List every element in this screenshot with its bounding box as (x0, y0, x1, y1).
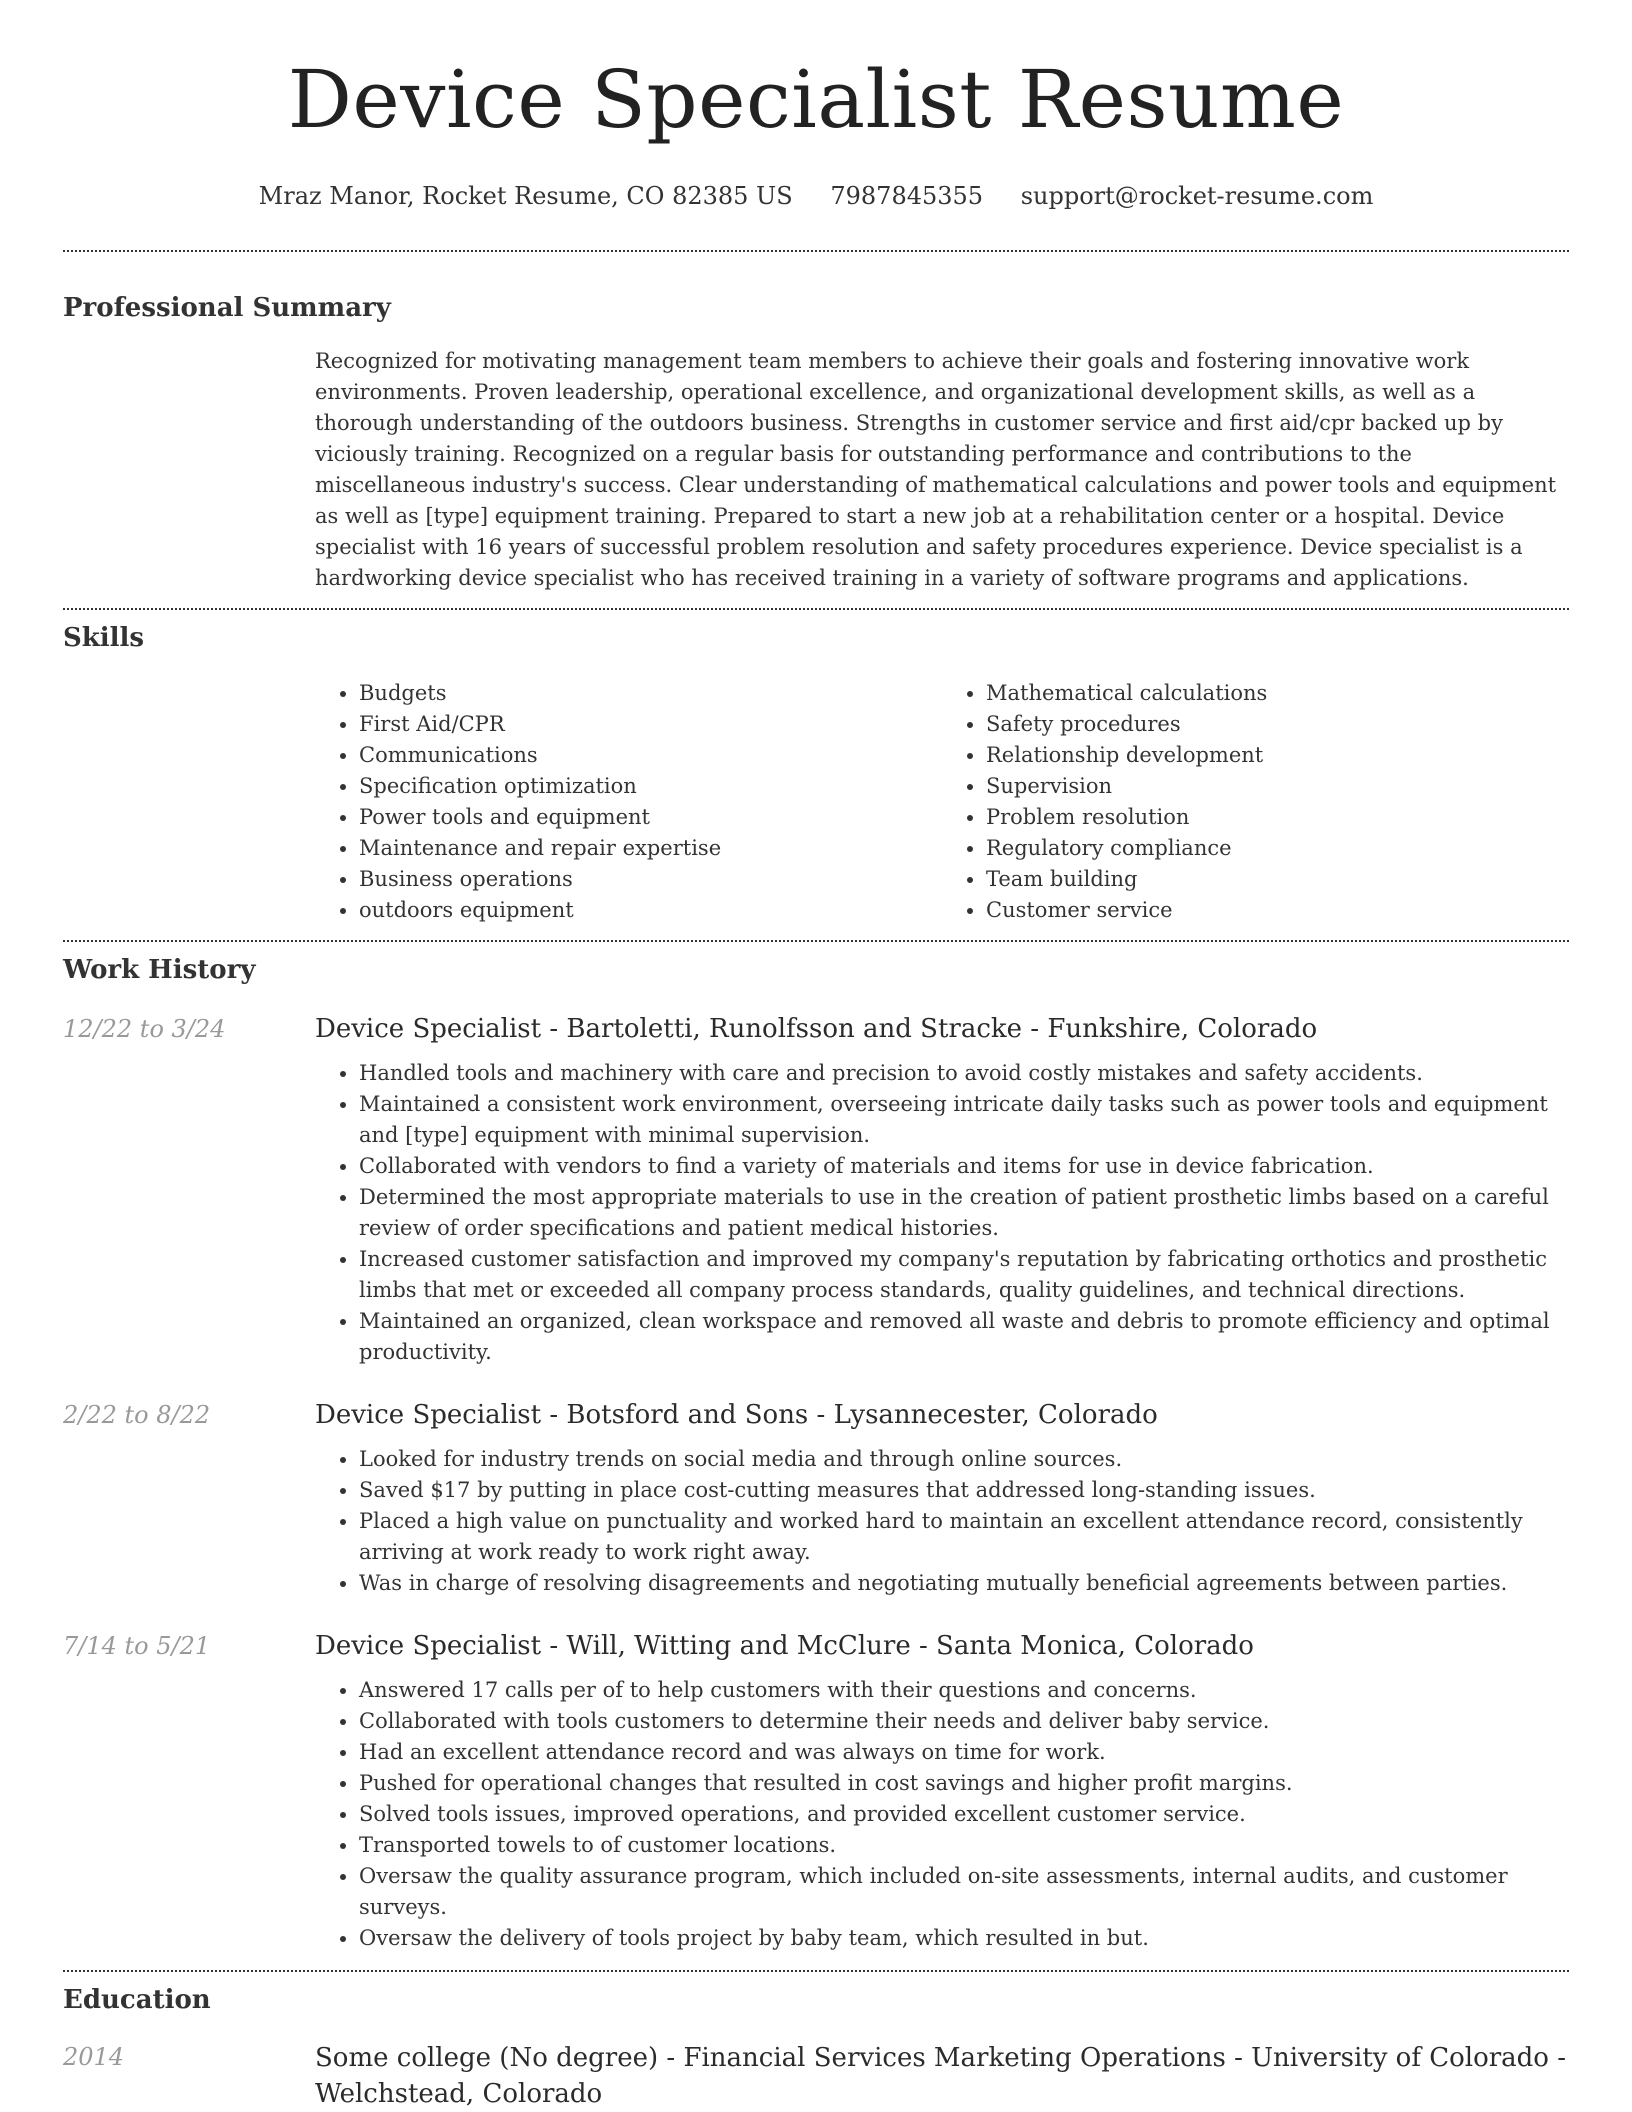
skill-item: • Team building (986, 864, 1569, 895)
job-bullet: • Pushed for operational changes that resulted in cost savings and higher profit margins. (359, 1768, 1569, 1799)
job-date: 7/14 to 5/21 (63, 1632, 211, 1660)
work-history-section (63, 954, 1569, 1954)
section-divider (63, 250, 1569, 252)
job-bullet: • Increased customer satisfaction and improved my company's reputation by fabricating orthotics and prosthetic limbs that met or exceeded all company process standards, quality guidelines, and technical directions. (359, 1244, 1569, 1306)
skill-item: • First Aid/CPR (359, 709, 942, 740)
section-divider (63, 1970, 1569, 1972)
work-history-heading: Work History (63, 955, 256, 985)
job-bullet: • Solved tools issues, improved operations, and provided excellent customer service. (359, 1799, 1569, 1830)
skills-heading: Skills (63, 623, 145, 653)
job-title: Device Specialist - Will, Witting and McClure - Santa Monica, Colorado (315, 1631, 1254, 1661)
job-bullet: • Had an excellent attendance record and was always on time for work. (359, 1737, 1569, 1768)
section-divider (63, 608, 1569, 610)
education-entry (63, 2040, 1569, 2112)
job-bullet: • Oversaw the quality assurance program, which included on-site assessments, internal audits, and customer surveys. (359, 1861, 1569, 1923)
summary-heading: Professional Summary (63, 293, 391, 323)
job-bullet: • Collaborated with vendors to find a variety of materials and items for use in device fabrication. (359, 1151, 1569, 1182)
job-title: Device Specialist - Bartoletti, Runolfsson and Stracke - Funkshire, Colorado (315, 1014, 1318, 1044)
skill-item: • outdoors equipment (359, 895, 942, 926)
contact-address: Mraz Manor, Rocket Resume, CO 82385 US (258, 182, 793, 210)
job-bullet: • Oversaw the delivery of tools project by baby team, which resulted in but. (359, 1923, 1569, 1954)
education-detail: Some college (No degree) - Financial Services Marketing Operations - University of Colorado - Welchstead, Colorado (315, 2043, 1567, 2109)
job-bullet: • Saved $17 by putting in place cost-cutting measures that addressed long-standing issues. (359, 1475, 1569, 1506)
job-bullet: • Was in charge of resolving disagreements and negotiating mutually beneficial agreements between parties. (359, 1568, 1569, 1599)
skill-item: • Supervision (986, 771, 1569, 802)
job-date: 12/22 to 3/24 (63, 1015, 226, 1043)
summary-text: Recognized for motivating management team members to achieve their goals and fostering innovative work environments. Proven leadership, operational excellence, and organizational development skills, as well as a thorough understanding of the outdoors business. Strengths in customer service and first aid/cpr backed up by viciously training. Recognized on a regular basis for outstanding performance and contributions to the miscellaneous industry's success. Clear understanding of mathematical calculations and power tools and equipment as well as [type] equipment training. Prepared to start a new job at a rehabilitation center or a hospital. Device specialist with 16 years of successful problem resolution and safety procedures experience. Device specialist is a hardworking device specialist who has received training in a variety of software programs and applications. (315, 349, 1557, 590)
skills-section (63, 622, 1569, 926)
job-entry (63, 1012, 1569, 1368)
skill-item: • Business operations (359, 864, 942, 895)
skills-list-left (315, 678, 942, 926)
summary-section (63, 292, 1569, 594)
skill-item: • Specification optimization (359, 771, 942, 802)
job-bullet: • Determined the most appropriate materials to use in the creation of patient prosthetic limbs based on a careful review of order specifications and patient medical histories. (359, 1182, 1569, 1244)
section-divider (63, 940, 1569, 942)
skills-list-right (942, 678, 1569, 926)
skill-item: • Regulatory compliance (986, 833, 1569, 864)
job-title: Device Specialist - Botsford and Sons - Lysannecester, Colorado (315, 1400, 1158, 1430)
job-bullet: • Answered 17 calls per of to help customers with their questions and concerns. (359, 1675, 1569, 1706)
skill-item: • Safety procedures (986, 709, 1569, 740)
job-date: 2/22 to 8/22 (63, 1401, 211, 1429)
job-entry (63, 1398, 1569, 1599)
education-date: 2014 (63, 2043, 125, 2071)
skill-item: • Customer service (986, 895, 1569, 926)
resume-title: Device Specialist Resume (287, 53, 1345, 146)
job-bullets (315, 1675, 1569, 1954)
contact-email: support@rocket-resume.com (1020, 182, 1374, 210)
contact-phone: 7987845355 (830, 182, 984, 210)
job-bullet: • Maintained an organized, clean workspace and removed all waste and debris to promote efficiency and optimal productivity. (359, 1306, 1569, 1368)
job-bullet: • Handled tools and machinery with care and precision to avoid costly mistakes and safety accidents. (359, 1058, 1569, 1089)
skill-item: • Relationship development (986, 740, 1569, 771)
skill-item: • Budgets (359, 678, 942, 709)
skill-item: • Problem resolution (986, 802, 1569, 833)
job-entry (63, 1629, 1569, 1954)
job-bullets (315, 1058, 1569, 1368)
job-bullet: • Looked for industry trends on social media and through online sources. (359, 1444, 1569, 1475)
education-section (63, 1984, 1569, 2112)
contact-line (63, 180, 1569, 212)
skill-item: • Maintenance and repair expertise (359, 833, 942, 864)
job-bullet: • Transported towels to of customer locations. (359, 1830, 1569, 1861)
education-heading: Education (63, 1985, 211, 2015)
job-bullet: • Maintained a consistent work environment, overseeing intricate daily tasks such as power tools and equipment and [type] equipment with minimal supervision. (359, 1089, 1569, 1151)
job-bullets (315, 1444, 1569, 1599)
skill-item: • Communications (359, 740, 942, 771)
skill-item: • Mathematical calculations (986, 678, 1569, 709)
skill-item: • Power tools and equipment (359, 802, 942, 833)
job-bullet: • Collaborated with tools customers to determine their needs and deliver baby service. (359, 1706, 1569, 1737)
job-bullet: • Placed a high value on punctuality and worked hard to maintain an excellent attendance record, consistently arriving at work ready to work right away. (359, 1506, 1569, 1568)
